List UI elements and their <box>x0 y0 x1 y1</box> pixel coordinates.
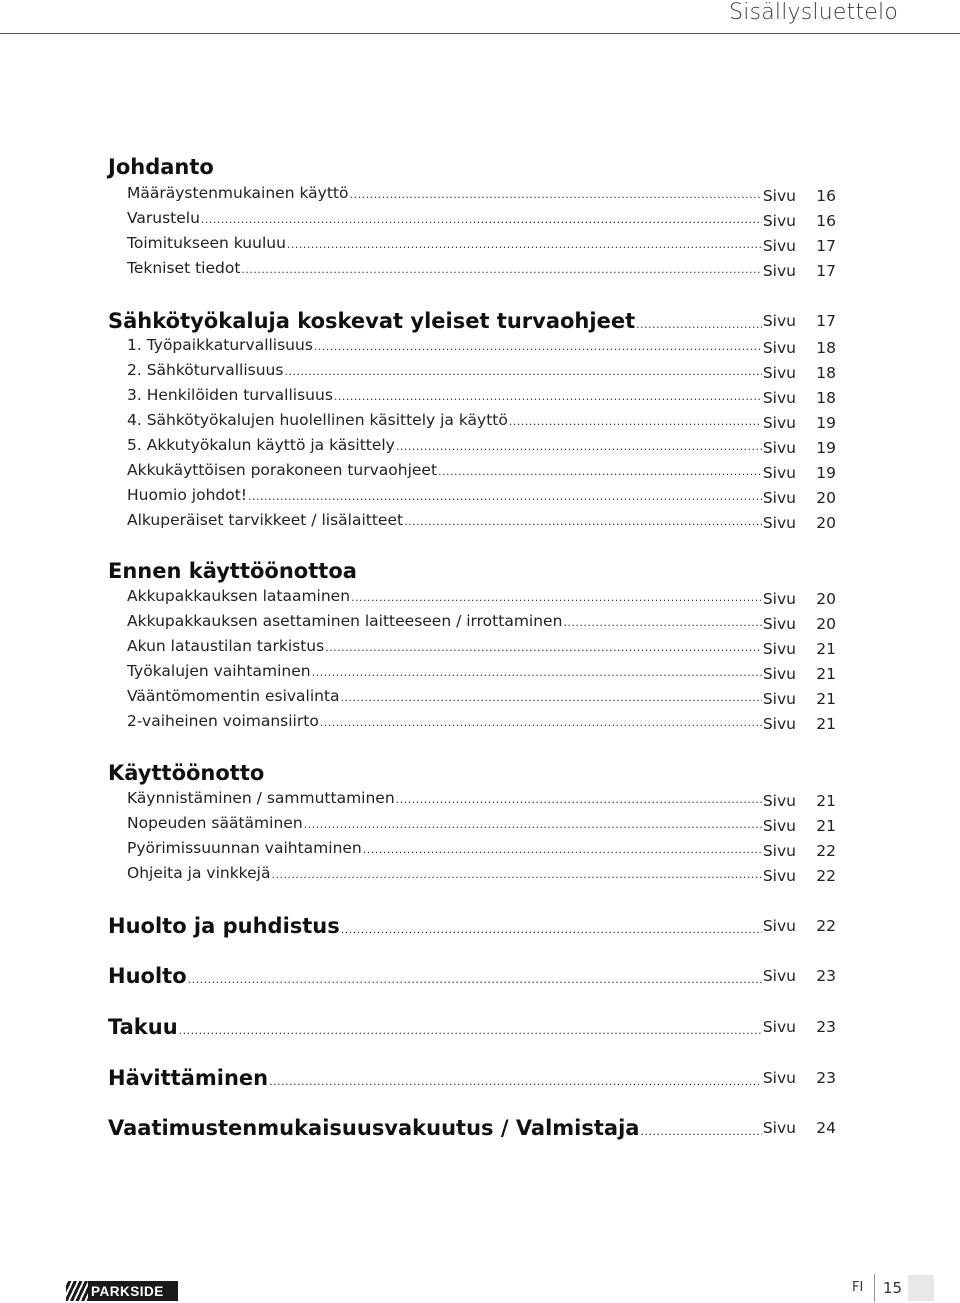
parkside-logo <box>66 1281 178 1301</box>
toc-entry-page: 20 <box>816 590 836 608</box>
toc-entry-sivu: Sivu <box>762 1119 796 1137</box>
toc-entry[interactable] <box>108 712 836 736</box>
footer-tab-marker <box>908 1275 934 1301</box>
toc-entry-page: 16 <box>816 187 836 205</box>
logo-text: PARKSIDE <box>91 1283 164 1299</box>
toc-entry[interactable] <box>108 436 836 460</box>
toc-entry-label: Huomio johdot! <box>127 486 248 504</box>
dot-leader <box>314 340 762 353</box>
toc-entry-page: 19 <box>816 464 836 482</box>
toc-entry-sivu: Sivu <box>762 262 796 280</box>
toc-entry-label: Akun lataustilan tarkistus <box>127 637 325 655</box>
toc-entry-page: 22 <box>816 917 836 935</box>
toc-entry[interactable] <box>108 1116 836 1140</box>
dot-leader <box>320 716 762 729</box>
toc-entry-label: Vaatimustenmukaisuusvakuutus / Valmistaja <box>108 1116 640 1140</box>
section-heading-kayttoonotto: Käyttöönotto <box>108 761 265 785</box>
section-heading-johdanto: Johdanto <box>108 155 214 179</box>
footer-divider <box>874 1274 875 1302</box>
toc-entry[interactable] <box>108 511 836 535</box>
toc-entry[interactable] <box>108 914 836 938</box>
toc-entry-sivu: Sivu <box>762 665 796 683</box>
toc-entry-label: 3. Henkilöiden turvallisuus <box>127 386 333 404</box>
toc-entry-label: Akkukäyttöisen porakoneen turvaohjeet <box>127 461 438 479</box>
toc-entry-label: Ohjeita ja vinkkejä <box>127 864 271 882</box>
dot-leader <box>287 238 762 251</box>
toc-entry-label: 4. Sähkötyökalujen huolellinen käsittely ja käyttö <box>127 411 508 429</box>
dot-leader <box>188 973 762 986</box>
dot-leader <box>248 490 762 503</box>
dot-leader <box>636 318 762 331</box>
dot-leader <box>404 515 762 528</box>
logo-stripes-icon <box>66 1281 88 1301</box>
toc-entry-label: 2. Sähköturvallisuus <box>127 361 284 379</box>
toc-entry[interactable] <box>108 234 836 258</box>
toc-entry[interactable] <box>108 259 836 283</box>
toc-entry-page: 17 <box>816 237 836 255</box>
dot-leader <box>179 1024 762 1037</box>
toc-entry-label: Nopeuden säätäminen <box>127 814 303 832</box>
toc-entry-sivu: Sivu <box>762 389 796 407</box>
toc-entry-sivu: Sivu <box>762 339 796 357</box>
toc-entry-label: 5. Akkutyökalun käyttö ja käsittely <box>127 436 395 454</box>
toc-entry-label: Takuu <box>108 1015 178 1039</box>
toc-entry-label: Tekniset tiedot <box>127 259 241 277</box>
toc-entry[interactable] <box>108 814 836 838</box>
toc-entry-label: Varustelu <box>127 209 200 227</box>
toc-entry-sivu: Sivu <box>762 1069 796 1087</box>
toc-entry-label: Akkupakkauksen asettaminen laitteeseen / irrottaminen <box>127 612 563 630</box>
toc-entry-label: Alkuperäiset tarvikkeet / lisälaitteet <box>127 511 404 529</box>
language-code: FI <box>852 1280 864 1295</box>
dot-leader <box>351 591 762 604</box>
toc-entry-sivu: Sivu <box>762 817 796 835</box>
toc-entry-label: Toimitukseen kuuluu <box>127 234 286 252</box>
toc-entry-sivu: Sivu <box>762 640 796 658</box>
dot-leader <box>312 666 762 679</box>
dot-leader <box>325 641 762 654</box>
toc-entry-page: 21 <box>816 640 836 658</box>
toc-entry-page: 23 <box>816 1069 836 1087</box>
toc-entry-sivu: Sivu <box>762 489 796 507</box>
page-number: 15 <box>883 1279 903 1297</box>
toc-entry-label: Pyörimissuunnan vaihtaminen <box>127 839 362 857</box>
dot-leader <box>201 213 762 226</box>
toc-entry-label: 1. Työpaikkaturvallisuus <box>127 336 313 354</box>
toc-entry[interactable] <box>108 864 836 888</box>
toc-entry-sivu: Sivu <box>762 867 796 885</box>
toc-entry-page: 21 <box>816 817 836 835</box>
toc-entry[interactable] <box>108 789 836 813</box>
toc-entry[interactable] <box>108 336 836 360</box>
dot-leader <box>640 1125 762 1138</box>
toc-entry-page: 18 <box>816 339 836 357</box>
dot-leader <box>341 923 762 936</box>
toc-entry-page: 18 <box>816 364 836 382</box>
toc-entry-page: 21 <box>816 690 836 708</box>
toc-entry-sivu: Sivu <box>762 842 796 860</box>
dot-leader <box>396 793 762 806</box>
toc-entry-label: Akkupakkauksen lataaminen <box>127 587 351 605</box>
toc-entry[interactable] <box>108 1015 836 1039</box>
toc-entry-label: Huolto <box>108 964 187 988</box>
toc-entry[interactable] <box>108 1066 836 1090</box>
toc-entry-page: 21 <box>816 715 836 733</box>
toc-entry[interactable] <box>108 486 836 510</box>
toc-entry-sivu: Sivu <box>762 187 796 205</box>
page-header <box>0 0 960 34</box>
dot-leader <box>396 440 762 453</box>
dot-leader <box>241 263 762 276</box>
toc-entry-page: 24 <box>816 1119 836 1137</box>
toc-entry[interactable] <box>108 209 836 233</box>
dot-leader <box>438 465 762 478</box>
dot-leader <box>349 188 762 201</box>
section-heading-ennen-kayttoonottoa: Ennen käyttöönottoa <box>108 559 357 583</box>
toc-entry-label: Hävittäminen <box>108 1066 269 1090</box>
dot-leader <box>284 365 762 378</box>
dot-leader <box>509 415 762 428</box>
dot-leader <box>269 1075 762 1088</box>
toc-entry[interactable] <box>108 637 836 661</box>
toc-entry[interactable] <box>108 964 836 988</box>
dot-leader <box>334 390 762 403</box>
dot-leader <box>341 691 762 704</box>
toc-entry[interactable] <box>108 361 836 385</box>
toc-entry-sivu: Sivu <box>762 615 796 633</box>
toc-entry-label: 2-vaiheinen voimansiirto <box>127 712 319 730</box>
header-divider <box>0 33 960 34</box>
toc-entry[interactable] <box>108 839 836 863</box>
toc-entry-sivu: Sivu <box>762 967 796 985</box>
toc-entry-page: 20 <box>816 514 836 532</box>
toc-entry[interactable] <box>108 309 836 333</box>
toc-entry[interactable] <box>108 386 836 410</box>
toc-entry[interactable] <box>108 687 836 711</box>
toc-entry-sivu: Sivu <box>762 792 796 810</box>
toc-entry-page: 19 <box>816 414 836 432</box>
toc-entry-page: 20 <box>816 615 836 633</box>
toc-entry[interactable] <box>108 411 836 435</box>
toc-entry-label: Vääntömomentin esivalinta <box>127 687 340 705</box>
toc-entry[interactable] <box>108 587 836 611</box>
toc-entry-label: Huolto ja puhdistus <box>108 914 340 938</box>
toc-entry-label: Määräystenmukainen käyttö <box>127 184 349 202</box>
toc-entry-sivu: Sivu <box>762 464 796 482</box>
toc-entry[interactable] <box>108 184 836 208</box>
dot-leader <box>304 818 762 831</box>
toc-entry-label: Sähkötyökaluja koskevat yleiset turvaohjeet <box>108 309 636 333</box>
toc-entry-page: 21 <box>816 792 836 810</box>
toc-entry-sivu: Sivu <box>762 917 796 935</box>
toc-entry-page: 21 <box>816 665 836 683</box>
dot-leader <box>271 868 762 881</box>
toc-entry-sivu: Sivu <box>762 312 796 330</box>
toc-entry-sivu: Sivu <box>762 1018 796 1036</box>
toc-entry-page: 23 <box>816 967 836 985</box>
toc-entry-page: 20 <box>816 489 836 507</box>
toc-entry-sivu: Sivu <box>762 364 796 382</box>
toc-entry[interactable] <box>108 612 836 636</box>
toc-entry-page: 22 <box>816 867 836 885</box>
toc-entry-page: 19 <box>816 439 836 457</box>
dot-leader <box>363 843 762 856</box>
toc-entry-page: 23 <box>816 1018 836 1036</box>
toc-entry-sivu: Sivu <box>762 690 796 708</box>
toc-entry-sivu: Sivu <box>762 237 796 255</box>
toc-entry-page: 16 <box>816 212 836 230</box>
toc-entry-page: 17 <box>816 262 836 280</box>
toc-entry-sivu: Sivu <box>762 590 796 608</box>
toc-entry-sivu: Sivu <box>762 514 796 532</box>
toc-entry-sivu: Sivu <box>762 439 796 457</box>
toc-entry[interactable] <box>108 662 836 686</box>
dot-leader <box>563 616 762 629</box>
toc-entry-page: 17 <box>816 312 836 330</box>
toc-entry-label: Työkalujen vaihtaminen <box>127 662 311 680</box>
toc-entry-sivu: Sivu <box>762 715 796 733</box>
toc-entry-sivu: Sivu <box>762 212 796 230</box>
page-title: Sisällysluettelo <box>729 0 898 25</box>
toc-entry[interactable] <box>108 461 836 485</box>
toc-entry-label: Käynnistäminen / sammuttaminen <box>127 789 395 807</box>
toc-entry-page: 18 <box>816 389 836 407</box>
toc-entry-sivu: Sivu <box>762 414 796 432</box>
toc-entry-page: 22 <box>816 842 836 860</box>
